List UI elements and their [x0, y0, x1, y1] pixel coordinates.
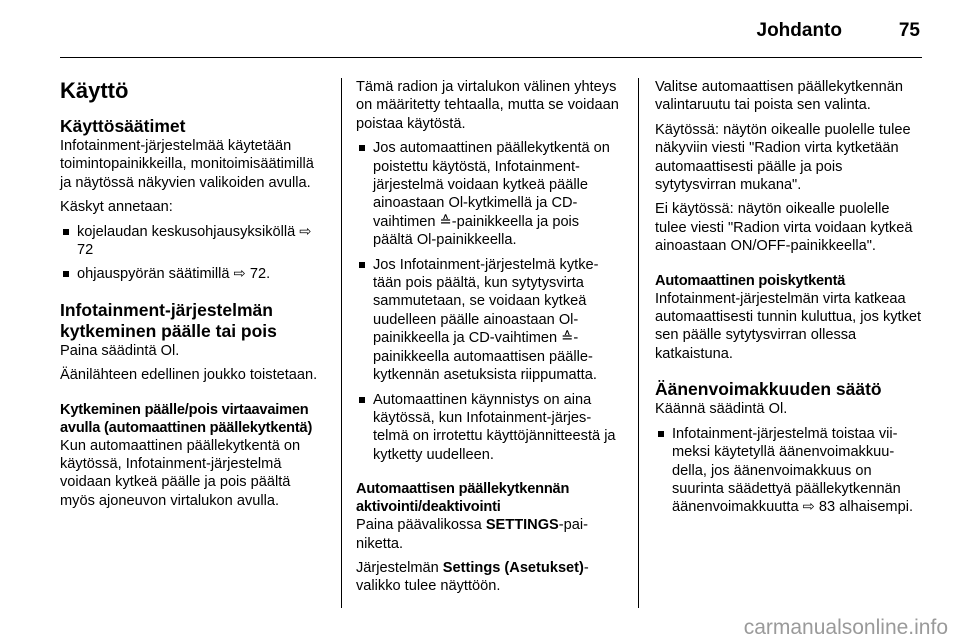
bullet-text: ohjauspyörän säätimillä ⇨ 72. [77, 266, 271, 283]
bullet-item [356, 139, 622, 249]
bullet-square-icon [359, 397, 365, 403]
bullet-text: Jos automaattinen päällekytkentä on poistettu käytöstä, Infotainment-järjestelmä voidaan kytkeä päälle ainoastaan Ol-kytkimellä ja CD-vaihtimen ≙-painikkeella ja pois päältä Ol-painikkeella. [373, 140, 610, 249]
heading-on-off: Infotainment-järjestelmän kytkeminen päälle tai pois [60, 299, 277, 341]
bullet-item [60, 223, 328, 260]
bullet-square-icon [658, 431, 664, 437]
heading-auto-off: Automaattinen poiskytkentä [655, 272, 846, 289]
bullet-square-icon [359, 262, 365, 268]
heading-ignition: Kytkeminen päälle/pois virtaavaimen avulla (automaattinen päällekytkentä) [60, 401, 313, 436]
column-1 [60, 78, 328, 516]
paragraph: Kun automaattinen päällekytkentä on käytössä, Infotainment-järjestelmä voidaan kytkeä päälle ja pois päältä myös ajoneuvon virtalukon avulla. [60, 437, 301, 509]
paragraph: Infotainment-järjestelmän virta katkeaa automaattisesti tunnin kuluttua, jos kytket sen päälle sytytysvirran ollessa katkaistuna. [655, 290, 922, 362]
text: Paina päävalikossa [356, 517, 486, 534]
page-number: 75 [898, 20, 920, 41]
bullet-text: Automaattinen käynnistys on aina käytössä, kun Infotainment-järjestelmä on irrotettu käyttöjännitteestä ja kytketty uudelleen. [373, 391, 616, 463]
heading-volume: Äänenvoimakkuuden säätö [655, 379, 882, 400]
paragraph: Käskyt annetaan: [60, 199, 173, 216]
bullet-text: kojelaudan keskusohjausyksiköllä ⇨ 72 [77, 223, 312, 259]
bullet-square-icon [63, 271, 69, 277]
heading-controls: Käyttösäätimet [60, 116, 186, 136]
heading-auto-activation: Automaattisen päällekytkennän aktivointi/deaktivointi [356, 481, 570, 516]
paragraph: Käännä säädintä Ol. [655, 401, 788, 418]
header-divider [60, 57, 922, 58]
header-title: Johdanto [756, 20, 842, 41]
page-header [0, 0, 960, 46]
text: -painiketta. [356, 517, 589, 552]
column-divider-1 [341, 78, 342, 608]
bullet-item [356, 391, 622, 465]
settings-menu-label: Settings (Asetukset) [442, 559, 584, 576]
paragraph [356, 516, 622, 553]
paragraph: Valitse automaattisen päällekytkennän valintaruutu tai poista sen valinta. [655, 79, 903, 114]
paragraph: Paina säädintä Ol. [60, 342, 180, 359]
watermark: carmanualsonline.info [743, 616, 948, 639]
paragraph: Ei käytössä: näytön oikealle puolelle tulee viesti "Radion virta voidaan kytkeä ainoastaan ON/OFF-painikkeella". [655, 201, 913, 255]
bullet-item [655, 425, 923, 517]
paragraph [356, 559, 622, 596]
bullet-square-icon [63, 229, 69, 235]
bullet-item [356, 256, 622, 385]
paragraph: Tämä radion ja virtalukon välinen yhteys on määritetty tehtaalla, mutta se voidaan poistaa käytöstä. [356, 79, 619, 132]
section-title-kaytto: Käyttö [60, 78, 129, 103]
column-3 [655, 78, 923, 523]
paragraph: Käytössä: näytön oikealle puolelle tulee näkyviin viesti "Radion virta kytketään automaattisesti päälle ja pois sytytysvirran mukana". [655, 121, 911, 194]
bullet-item [60, 265, 328, 283]
bullet-text: Jos Infotainment-järjestelmä kytketään pois päältä, kun sytytysvirta sammutetaan, se voidaan kytkeä uudelleen päälle ainoastaan Ol-painikkeella ja CD-vaihtimen ≙-painikkeella automaattisen päällekytkennän asetuksista riippumatta. [373, 256, 599, 384]
text: -valikko tulee näyttöön. [356, 559, 589, 595]
text: Järjestelmän [356, 559, 443, 576]
column-divider-2 [638, 78, 639, 608]
paragraph: Infotainment-järjestelmää käytetään toimintopainikkeilla, monitoimisäätimillä ja näytössä näkyvien valikoiden avulla. [60, 138, 314, 191]
paragraph: Äänilähteen edellinen joukko toistetaan. [60, 367, 318, 384]
settings-label: SETTINGS [485, 517, 559, 534]
bullet-text: Infotainment-järjestelmä toistaa viimeksi käytetyllä äänenvoimakkuudella, jos äänenvoimakkuus on suurinta säädettyä päällekytkennän äänenvoimakkuutta ⇨ 83 alhaisempi. [672, 425, 914, 516]
column-2 [356, 78, 622, 602]
bullet-square-icon [359, 145, 365, 151]
